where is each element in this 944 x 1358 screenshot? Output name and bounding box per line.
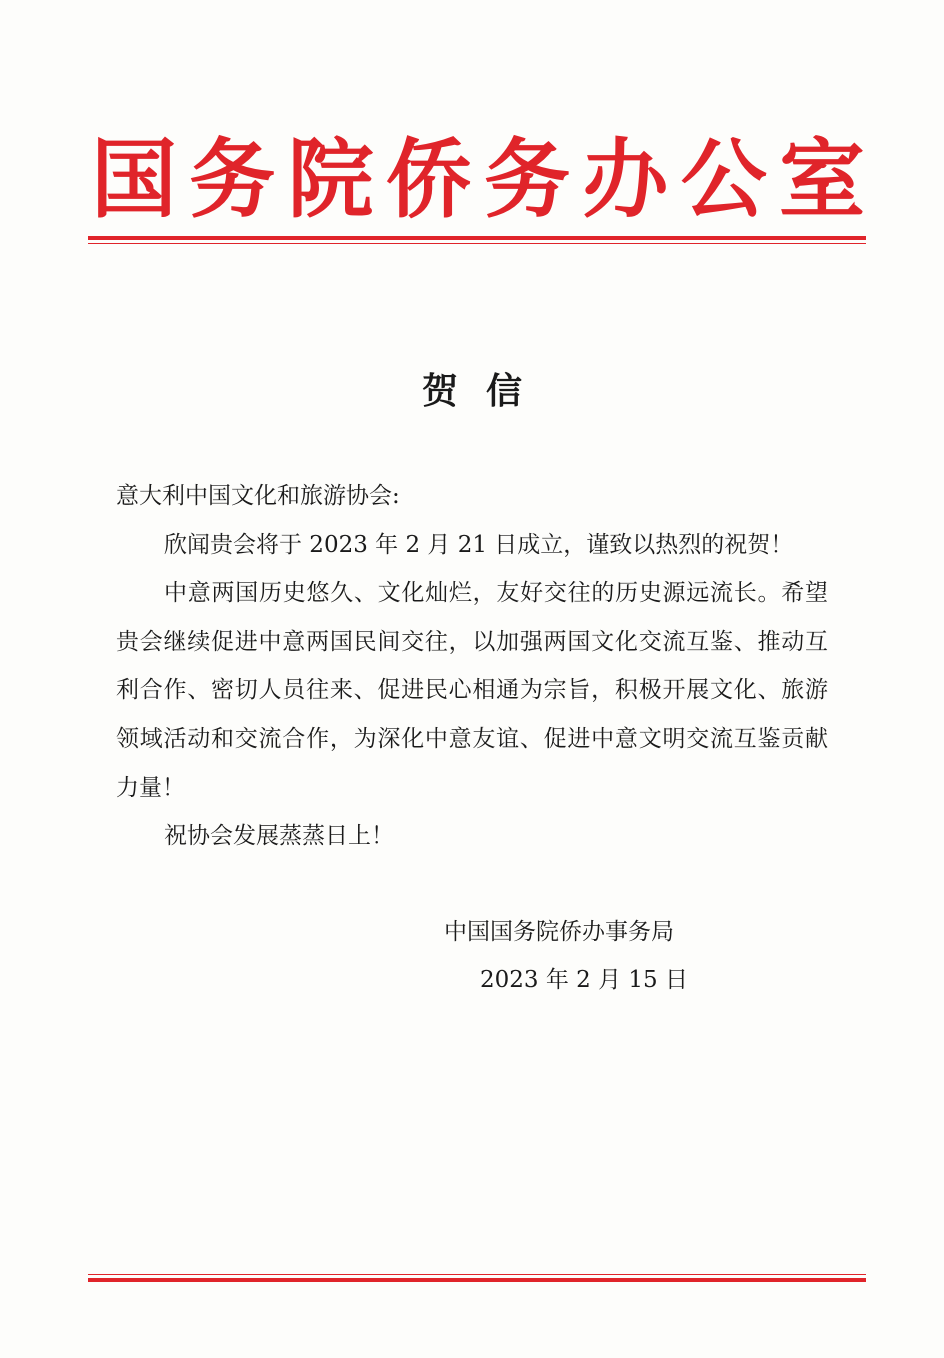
letterhead-char: 侨 xyxy=(385,130,472,230)
letterhead xyxy=(88,128,868,232)
footer-rule-thin xyxy=(88,1274,866,1275)
letterhead-char: 室 xyxy=(778,130,865,230)
letter-title: 贺信 xyxy=(421,370,550,412)
paragraph-closing-wish: 祝协会发展蒸蒸日上！ xyxy=(164,823,394,850)
letterhead-char: 院 xyxy=(287,130,374,230)
letterhead-char: 国 xyxy=(91,130,177,230)
signature-date: 2023 年 2 月 15 日 xyxy=(480,967,688,993)
footer-rule-thick xyxy=(88,1278,866,1282)
letterhead-char: 办 xyxy=(582,130,669,230)
letterhead-char: 务 xyxy=(189,130,276,230)
letterhead-char: 公 xyxy=(680,130,767,230)
salutation: 意大利中国文化和旅游协会: xyxy=(116,483,400,509)
paragraph-main: 中意两国历史悠久、文化灿烂，友好交往的历史源远流长。希望贵会继续促进中意两国民间交往，以加强两国文化交流互鉴、推动互利合作、密切人员往来、促进民心相通为宗旨，积极开展文化、旅游领域活动和交流合作，为深化中意友谊、促进中意文明交流互鉴贡献力量！ xyxy=(116,580,828,801)
signature-block xyxy=(444,908,744,1004)
letterhead-char: 务 xyxy=(484,130,571,230)
letter-body xyxy=(116,472,828,861)
letterhead-rule-thick xyxy=(88,236,866,240)
signature-organization: 中国国务院侨办事务局 xyxy=(444,919,674,945)
paragraph-congratulation: 欣闻贵会将于 2023 年 2 月 21 日成立，谨致以热烈的祝贺！ xyxy=(164,531,794,558)
letterhead-rule-thin xyxy=(88,243,866,244)
